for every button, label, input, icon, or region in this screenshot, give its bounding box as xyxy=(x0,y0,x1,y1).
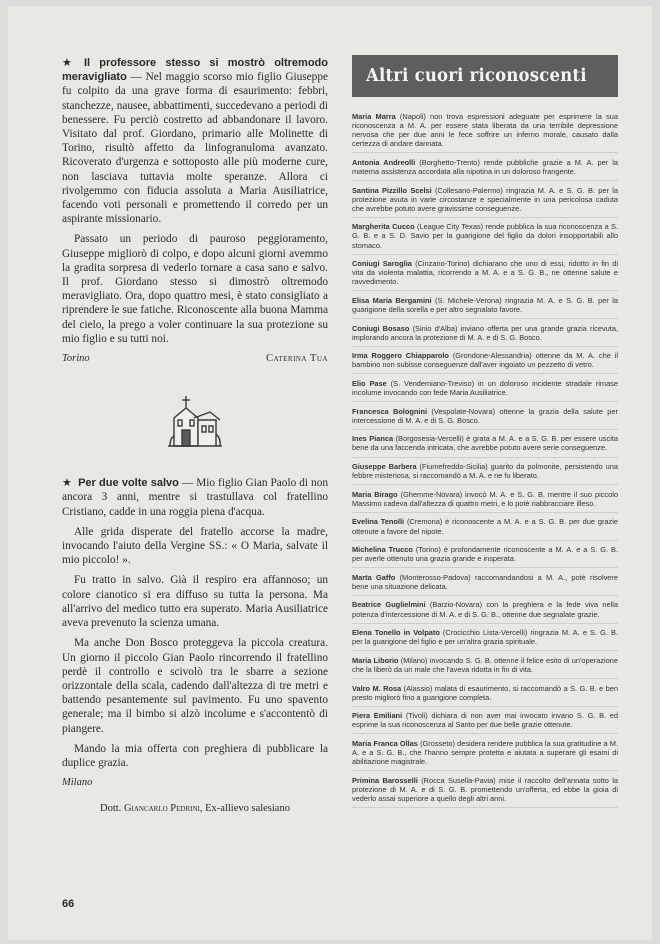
entry-text: (Alassio) malata di esaurimento, si raccomandò a S. G. B. e ben presto migliorò fino a guarigione completa. xyxy=(352,683,618,702)
church-icon xyxy=(164,388,226,450)
article-2-author-prefix: Dott. xyxy=(100,803,122,815)
page-sheet xyxy=(8,6,652,940)
left-column xyxy=(62,56,328,817)
list-item xyxy=(352,490,618,513)
entry-text: (Fiumefreddo-Sicilia) guarito da polmonite, persistendo una febbre misteriosa, si raccomandò a M. A. e ne fu liberato. xyxy=(352,462,618,481)
list-item xyxy=(352,545,618,568)
list-item xyxy=(352,379,618,402)
entry-text: (League City Texas) rende pubblica la sua riconoscenza a S. G. B. e a S. D. Savio per la guarigione del figlio da dolori insopportabili allo stomaco. xyxy=(352,222,618,250)
list-item xyxy=(352,600,618,623)
article-2-signature xyxy=(62,802,328,816)
entry-name: Francesca Bolognini xyxy=(352,406,428,416)
article-2-para-3: Fu tratto in salvo. Già il respiro era affannoso; un colore cianotico si era diffuso su tutta la persona. Ma all'arrivo del medico tutto era superato. Maria Ausiliatrice aveva prevenuto la scienza umana. xyxy=(62,574,328,630)
list-item xyxy=(352,434,618,457)
article-1-para-1 xyxy=(62,56,328,226)
entry-name: Coniugi Bosaso xyxy=(352,323,410,333)
entry-name: Santina Pizzillo Scelsi xyxy=(352,185,432,195)
entry-name: Michelina Trucco xyxy=(352,545,413,555)
entry-name: Giuseppe Barbera xyxy=(352,462,417,472)
entry-text: (Borghetto-Trento) rende pubbliche grazie a M. A. per la materna assistenza accordata alla nipotina in un doloroso frangente. xyxy=(352,157,618,176)
entry-text: (Collesano-Palermo) ringrazia M. A. e S. G. B. per la protezione avuta in varie circostanze e specialmente in una pericolosa caduta che avrebbe potuto avere gravissime conseguenze. xyxy=(352,185,619,213)
entry-text: (Napoli) non trova espressioni adeguate per esprimere la sua riconoscenza a M. A. per essere stata liberata da una terribile depressione nervosa che per due anni le fece soffrire un inferno morale, causato dalla certezza di andare dannata. xyxy=(352,112,618,149)
article-1-signature xyxy=(62,352,328,366)
page-number: 66 xyxy=(62,898,75,910)
list-item xyxy=(352,259,618,291)
list-item xyxy=(352,656,618,679)
article-1-para-2: Passato un periodo di pauroso peggioramento, Giuseppe migliorò di colpo, e dopo alcuni giorni avemmo la gradita sorpresa di vederlo tornare a casa sano e salvo. Il prof. Giordano stesso si dimostrò oltremodo meravigliato. Ora, dopo quattro mesi, è stato consigliato a riprendere le sue fatiche. Riconoscente alla buona Mamma del cielo, la prego a voler continuare la sua protezione su mio figlio e su tutti noi. xyxy=(62,233,328,345)
entry-name: Maria Franca Ollas xyxy=(352,738,418,748)
article-1-heading: Il professore stesso si mostrò oltremodo meravigliato xyxy=(62,57,328,84)
article-1-author: Caterina Tua xyxy=(266,353,328,365)
section-banner: Altri cuori riconoscenti xyxy=(352,55,618,97)
list-item xyxy=(352,158,618,181)
entry-name: Ines Pianca xyxy=(352,434,394,444)
entry-name: Elena Tonello in Volpato xyxy=(352,628,440,638)
entry-text: (Cinzano-Torino) dichiarano che uno di essi, ridotto in fin di vita da violenta malattia, ricorrendo a M. A. e a S. G. B., ne ottenne salute e ravvedimento. xyxy=(352,259,619,287)
entry-name: Margherita Cucco xyxy=(352,222,415,232)
article-2-author: Giancarlo Pedrini xyxy=(123,803,200,815)
star-icon: ★ xyxy=(62,477,73,490)
entry-text: (Tivoli) dichiara di non aver mai invocato invano S. G. B. ed esprime la sua riconoscenza al Santo per due belle grazie ottenute. xyxy=(352,711,618,730)
list-item xyxy=(352,112,618,153)
article-2-para-1 xyxy=(62,476,328,519)
list-item xyxy=(352,296,618,319)
list-item xyxy=(352,739,618,771)
list-item xyxy=(352,407,618,430)
entry-name: Elio Pase xyxy=(352,378,387,388)
list-item xyxy=(352,776,618,808)
list-item xyxy=(352,324,618,347)
entry-text: (Torino) è profondamente riconoscente a M. A. e a S. G. B. per averle ottenuto una grazia grande e insperata. xyxy=(352,545,618,564)
list-item xyxy=(352,462,618,485)
entry-text: (Milano) invocando S. G. B. ottenne il felice esito di un'operazione che la liberò da un male che l'aveva ridotta in fin di vita. xyxy=(352,655,618,674)
entry-name: Evelina Tenolli xyxy=(352,517,405,527)
list-item xyxy=(352,186,618,218)
article-2-author-suffix: , Ex-allievo salesiano xyxy=(199,803,290,815)
entry-name: Primina Barosselli xyxy=(352,775,418,785)
right-column xyxy=(352,56,618,812)
entry-text: (Crocicchio Lista-Vercelli) ringrazia M. A. e S. G. B. per la guarigione del figlio e per un'altra grazia spirituale. xyxy=(352,628,618,647)
list-item xyxy=(352,573,618,596)
entry-text: (Grosseto) desidera rendere pubblica la sua gratitudine a M. A. e a S. G. B., che l'hanno sempre protetta e aiutata a superare gli esami di abilitazione magistrale. xyxy=(352,738,618,767)
entry-text: (Rocca Susella-Pavia) mise il raccolto dell'annata sotto la protezione di M. A. e di S. G. B. promettendo un'offerta, ed ebbe la gioia di vederlo assai superiore a quello degli altri anni. xyxy=(352,775,618,803)
entry-text: (Borgosesia-Vercelli) è grata a M. A. e a S. G. B. per essere uscita bene da una faccenda intricata, che avrebbe potuto avere serie conseguenze. xyxy=(352,434,618,453)
list-item xyxy=(352,222,618,254)
entry-text: (Grondone-Alessandria) ottenne da M. A. che il bambino non subisse conseguenze dall'aver ingoiato un pezzetto di vetro. xyxy=(352,351,618,370)
article-1-place: Torino xyxy=(62,353,90,365)
entry-name: Maria Birago xyxy=(352,489,398,499)
article-1-text-1: — Nel maggio scorso mio figlio Giuseppe fu colpito da una grave forma di esaurimento: febbri, stanchezze, nausee, abbattimenti, succedevano a periodi di benessere. Fu perciò costretto ad abbandonare il lavoro. Visitato dal prof. Giordano, primario alle Molinette di Torino, risultò affetto da linfogranuloma avanzato. Ricoverato d'urgenza e sottoposto alle più moderne cure, non lasciava tuttavia molte speranze. Allora ci rivolgemmo con fiducia assoluta a Maria Ausiliatrice, facendo voti personali e promettendo il corredo per un aspirante missionario. xyxy=(62,71,328,226)
list-item xyxy=(352,628,618,651)
article-2-para-5: Mando la mia offerta con preghiera di pubblicare la duplice grazia. xyxy=(62,742,328,769)
entry-name: Maria Liborio xyxy=(352,655,399,665)
list-item xyxy=(352,684,618,707)
entry-name: Elisa Maria Bergamini xyxy=(352,295,432,305)
article-2-para-4: Ma anche Don Bosco proteggeva la piccola creatura. Un giorno il piccolo Gian Paolo rincorrendo il fratellino perdè il controllo e scivolò tra le sbarre a sezione orizzontale della scala, cadendo dall'altezza di tre metri e battendo pesantemente sul pavimento. Fu uno spavento generale; ma il bimbo si alzò incolume e s'accontentò di piangere. xyxy=(62,637,328,735)
entry-name: Marta Gaffo xyxy=(352,572,396,582)
entry-text: (Vespolate-Novara) ottenne la grazia della salute per intercessione di M. A. e di S. G. Bosco. xyxy=(352,406,618,425)
article-2-para-2: Alle grida disperate del fratello accorse la madre, invocando l'aiuto della Vergine SS.: « O Maria, salvate il mio piccolo! ». xyxy=(62,525,328,567)
article-2-heading: Per due volte salvo xyxy=(78,477,179,490)
article-2-place: Milano xyxy=(62,777,93,789)
thanks-list xyxy=(352,112,618,808)
star-icon: ★ xyxy=(62,57,78,69)
list-item xyxy=(352,351,618,374)
entry-name: Antonia Andreolli xyxy=(352,157,416,167)
list-item xyxy=(352,517,618,540)
entry-text: (Cremona) è riconoscente a M. A. e a S. G. B. per due grazie ottenute a favore del nipote. xyxy=(352,517,618,536)
entry-name: Valro M. Rosa xyxy=(352,683,402,693)
entry-text: (S. Vendemiano-Treviso) in un doloroso incidente stradale rimase incolume invocando con fede Maria Ausiliatrice. xyxy=(352,378,618,398)
entry-text: (Barzio-Novara) con la preghiera e la fede viva nella potenza d'intercessione di M. A. e di S. G. B., ottenne due segnalate grazie. xyxy=(352,600,618,619)
entry-text: (S. Michele-Verona) ringrazia M. A. e S. G. B. per la guarigione della sorella e per altro segnalato favore. xyxy=(352,295,618,314)
entry-text: (Sinio d'Alba) inviano offerta per una grande grazia ricevuta, implorando ancora la protezione di M. A. e di S. G. Bosco. xyxy=(352,323,618,342)
list-item xyxy=(352,711,618,734)
entry-text: (Ghemme-Novara) invocò M. A. e S. G. B. mentre il suo piccolo Massimo cadeva dall'altezza di quattro metri, e lo potè riabbracciare illeso. xyxy=(352,489,618,508)
entry-name: Coniugi Saroglia xyxy=(352,259,412,269)
entry-name: Maria Marra xyxy=(352,112,396,121)
entry-name: Beatrice Guglielmini xyxy=(352,600,426,610)
entry-name: Irma Roggero Chiapparolo xyxy=(352,351,449,361)
entry-text: (Monterosso-Padova) raccomandandosi a M. A., potè risolvere bene una situazione delicata. xyxy=(352,572,618,591)
entry-name: Piera Emiliani xyxy=(352,711,403,721)
article-2-text-1: — Mio figlio Gian Paolo di non ancora 3 anni, mentre si trastullava col fratellino Cristiano, cadde in una roggia piena d'acqua. xyxy=(62,477,328,518)
